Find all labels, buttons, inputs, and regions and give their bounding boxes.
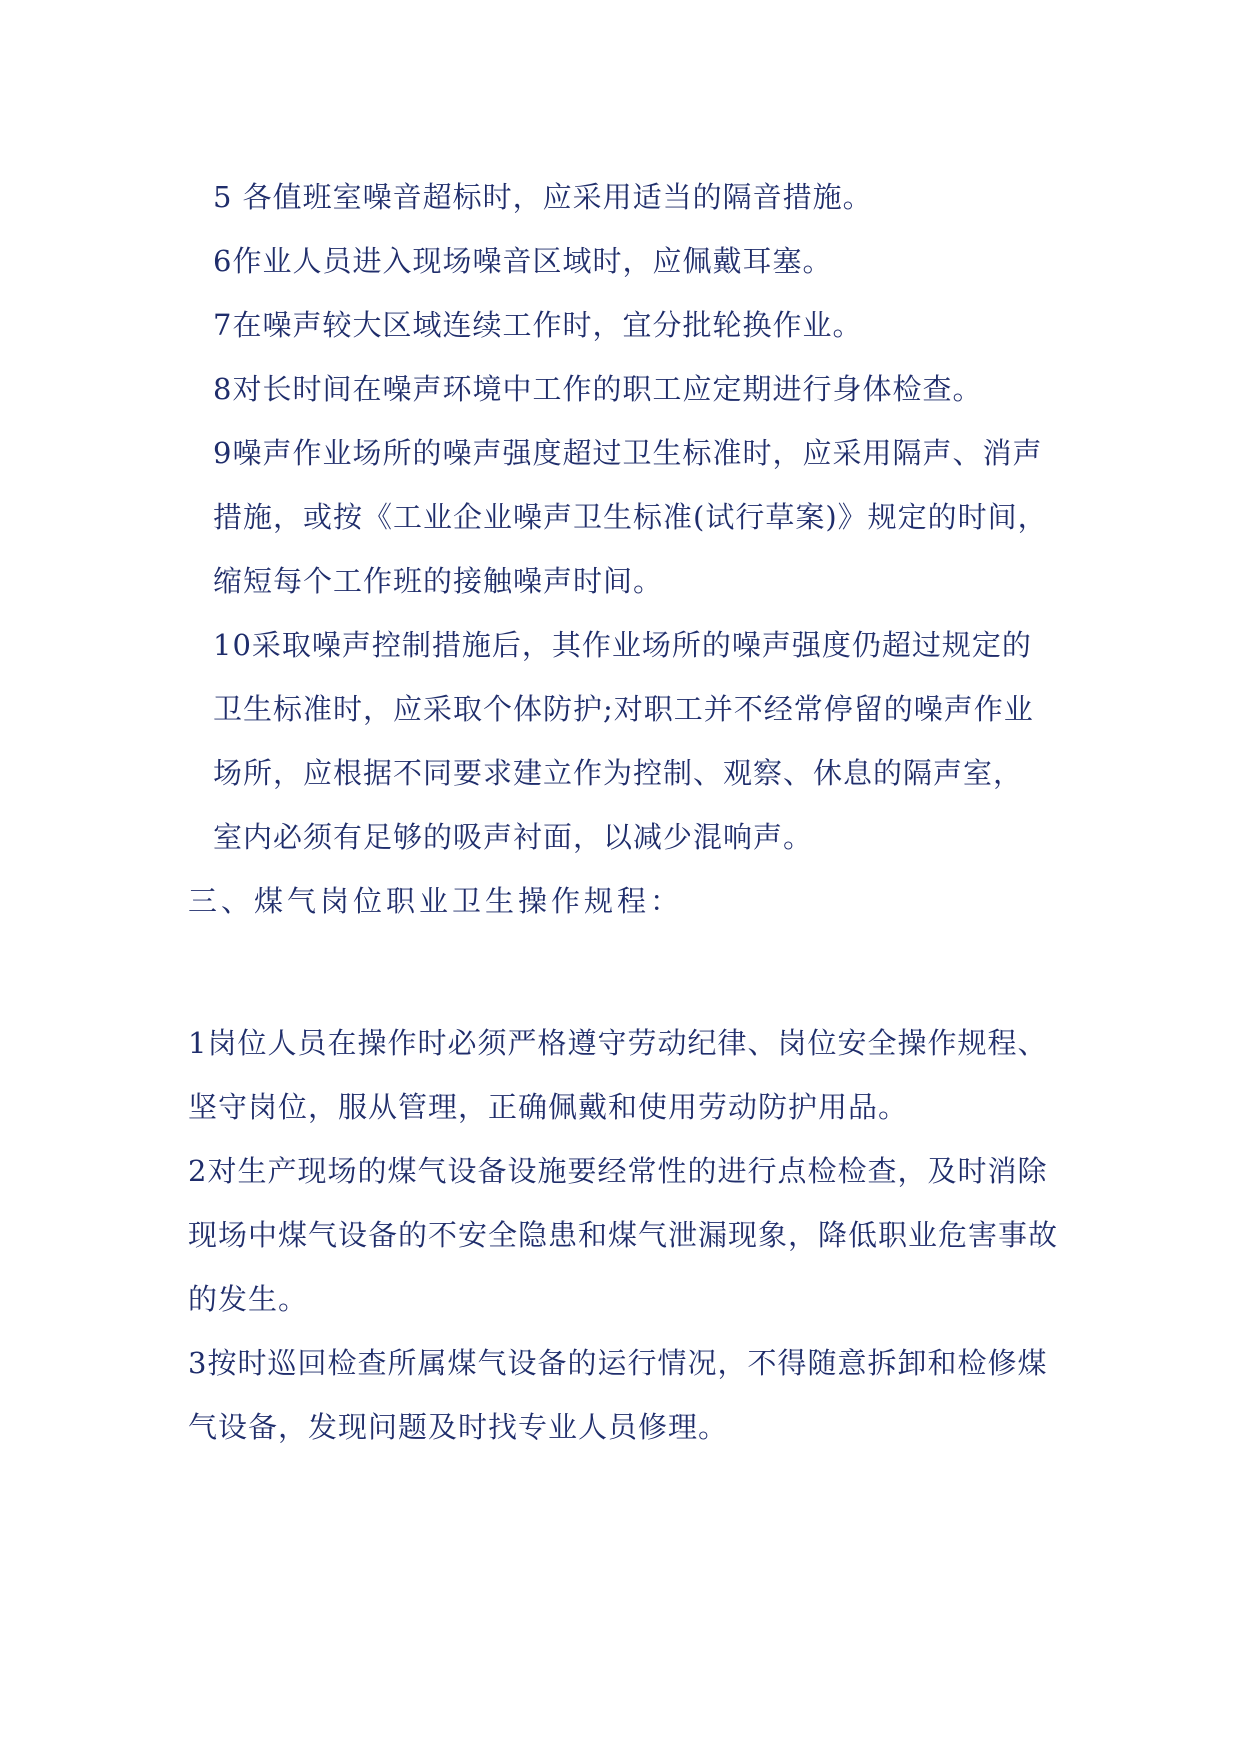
gas-rule-1-line-1: 1岗位人员在操作时必须严格遵守劳动纪律、岗位安全操作规程、 bbox=[188, 1026, 1048, 1060]
gas-rule-3-line-1: 3按时巡回检查所属煤气设备的运行情况，不得随意拆卸和检修煤 bbox=[188, 1346, 1048, 1380]
gas-rule-2-line-3: 的发生。 bbox=[188, 1282, 309, 1316]
gas-rule-1-line-2: 坚守岗位，服从管理，正确佩戴和使用劳动防护用品。 bbox=[188, 1090, 909, 1124]
rule-7-text: 7在噪声较大区域连续工作时，宜分批轮换作业。 bbox=[213, 308, 863, 342]
rule-10-text-line-1: 10采取噪声控制措施后，其作业场所的噪声强度仍超过规定的 bbox=[213, 628, 1032, 662]
rule-9-text-line-2: 措施，或按《工业企业噪声卫生标准(试行草案)》规定的时间， bbox=[213, 500, 1048, 534]
rule-10-text-line-2: 卫生标准时，应采取个体防护;对职工并不经常停留的噪声作业 bbox=[213, 692, 1034, 726]
rule-9-text-line-3: 缩短每个工作班的接触噪声时间。 bbox=[213, 564, 664, 598]
rule-10-text-line-4: 室内必须有足够的吸声衬面，以减少混响声。 bbox=[213, 820, 814, 854]
gas-rule-2-line-2: 现场中煤气设备的不安全隐患和煤气泄漏现象，降低职业危害事故 bbox=[188, 1218, 1059, 1252]
rule-10-text-line-3: 场所，应根据不同要求建立作为控制、观察、休息的隔声室， bbox=[213, 756, 1024, 790]
rule-5-text: 5 各值班室噪音超标时，应采用适当的隔音措施。 bbox=[213, 180, 873, 214]
gas-rule-2-line-1: 2对生产现场的煤气设备设施要经常性的进行点检检查，及时消除 bbox=[188, 1154, 1048, 1188]
gas-rule-3-line-2: 气设备，发现问题及时找专业人员修理。 bbox=[188, 1410, 729, 1444]
rule-9-text-line-1: 9噪声作业场所的噪声强度超过卫生标准时，应采用隔声、消声 bbox=[213, 436, 1043, 470]
rule-6-text: 6作业人员进入现场噪音区域时，应佩戴耳塞。 bbox=[213, 244, 833, 278]
rule-8-text: 8对长时间在噪声环境中工作的职工应定期进行身体检查。 bbox=[213, 372, 983, 406]
section-heading: 三、煤气岗位职业卫生操作规程： bbox=[188, 884, 684, 918]
